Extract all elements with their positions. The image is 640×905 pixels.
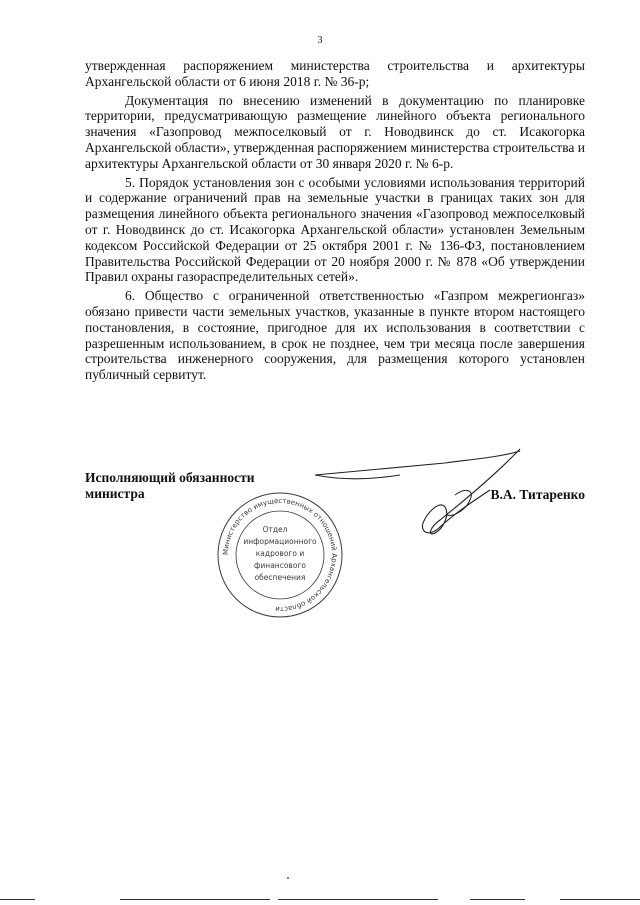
footer-rule [120,899,270,900]
paragraph: 5. Порядок установления зон с особыми условиями использования территорий и содержание ограничений прав на земельные участки в границах таких зон для размещения линейного объекта регионального значения «Газопровод межпоселковый от г. Новодвинск до ст. Исакогорка Архангельской области» установлен Земельным кодексом Российской Федерации от 25 октября 2001 г. № 136-ФЗ, постановлением Правительства Российской Федерации от 20 ноября 2000 г. № 878 «Об утверждении Правил охраны газораспределительных сетей». [85,174,585,285]
signatory-name: В.А. Титаренко [490,487,585,502]
signatory-title-line: Исполняющий обязанности [85,470,255,485]
stamp-center-text: финансового [254,561,306,570]
stamp-center-text: обеспечения [254,573,306,582]
document-body [85,58,585,386]
stamp-center-text: информационного [243,537,317,546]
paragraph: утвержденная распоряжением министерства строительства и архитектуры Архангельской области от 6 июня 2018 г. № 36-р; [85,58,585,89]
stamp-center-text: Отдел [262,525,288,534]
paragraph: Документация по внесению изменений в документацию по планировке территории, предусматривающую размещение линейного объекта регионального значения «Газопровод межпоселковый от г. Новодвинск до ст. Исакогорка Архангельской области», утвержденная распоряжением министерства строительства и архитектуры Архангельской области от 30 января 2020 г. № 6-р. [85,92,585,171]
handwritten-signature [315,445,555,545]
stamp-ring-text: Министерство имущественных отношений Архангельской области [221,496,339,614]
footer-rule [278,899,438,900]
footer-rule [470,899,525,900]
signature-block [85,470,585,640]
footer-rule [0,899,35,900]
stamp-center-text: кадрового и [255,549,305,558]
footer-rule [560,899,640,900]
paragraph: 6. Общество с ограниченной ответственностью «Газпром межрегионгаз» обязано привести части земельных участков, указанные в пункте втором настоящего постановления, в состояние, пригодное для их использования в соответствии с разрешенным использованием, в срок не позднее, чем три месяца после завершения строительства инженерного сооружения, для размещения которого установлен публичный сервитут. [85,288,585,383]
signatory-title-line: министра [85,486,145,501]
scan-speck [287,877,289,879]
page-number: 3 [317,35,323,46]
